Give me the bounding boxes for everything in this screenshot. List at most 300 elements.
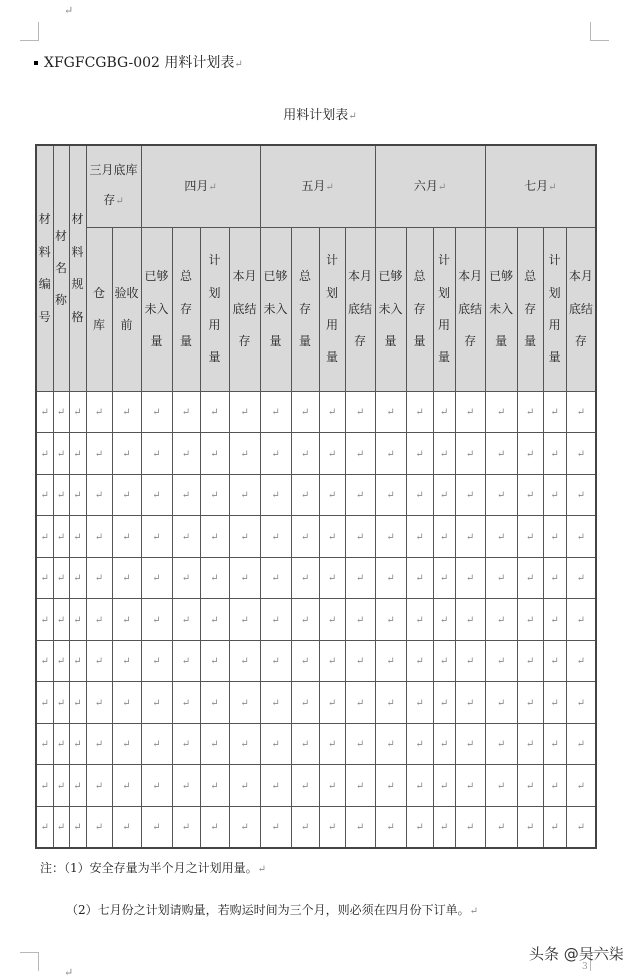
header-march-warehouse[interactable] [86, 227, 112, 391]
cell-mark: ↵ [94, 448, 104, 460]
table-cell[interactable] [86, 557, 112, 599]
table-cell[interactable] [517, 474, 543, 516]
table-cell[interactable] [566, 474, 596, 516]
cell-mark: ↵ [300, 656, 310, 667]
header-month-5[interactable] [260, 145, 375, 227]
table-cell[interactable] [543, 599, 566, 641]
table-cell[interactable] [543, 474, 566, 516]
table-cell[interactable] [172, 433, 200, 475]
cell-mark: ↵ [152, 821, 161, 833]
table-cell[interactable] [36, 640, 53, 682]
table-cell[interactable] [53, 640, 69, 682]
table-cell[interactable] [200, 391, 229, 433]
table-cell[interactable] [260, 640, 291, 682]
table-cell[interactable] [86, 599, 112, 641]
table-cell[interactable] [291, 806, 319, 848]
table-cell[interactable] [291, 599, 319, 641]
table-cell[interactable] [141, 640, 172, 682]
table-cell[interactable] [485, 516, 517, 558]
table-cell[interactable] [566, 806, 596, 848]
header-line-line: 底结 [348, 301, 373, 316]
table-cell[interactable] [260, 599, 291, 641]
table-cell[interactable] [517, 433, 543, 475]
cell-mark: ↵ [271, 490, 280, 501]
table-cell[interactable] [229, 516, 260, 558]
table-cell[interactable] [112, 640, 141, 682]
table-cell[interactable] [517, 640, 543, 682]
table-cell[interactable] [345, 682, 375, 724]
table-cell[interactable] [543, 557, 566, 599]
table-cell[interactable] [86, 391, 112, 433]
cell-mark: ↵ [439, 739, 449, 750]
table-cell[interactable] [291, 640, 319, 682]
table-cell[interactable] [319, 723, 345, 765]
table-cell[interactable] [543, 516, 566, 558]
table-cell[interactable] [375, 433, 406, 475]
table-cell[interactable] [260, 806, 291, 848]
table-cell[interactable] [69, 474, 86, 516]
table-cell[interactable] [543, 806, 566, 848]
table-cell[interactable] [319, 557, 345, 599]
table-cell[interactable] [112, 516, 141, 558]
table-cell[interactable] [543, 723, 566, 765]
table-cell[interactable] [172, 682, 200, 724]
table-cell[interactable] [141, 391, 172, 433]
header-month-6-ordered-not-received[interactable] [375, 227, 406, 391]
table-cell[interactable] [375, 557, 406, 599]
table-cell[interactable] [406, 516, 433, 558]
header-month-5-month-end-stock[interactable] [345, 227, 375, 391]
table-cell[interactable] [53, 516, 69, 558]
cell-mark: ↵ [465, 573, 475, 584]
table-cell[interactable] [53, 723, 69, 765]
table-cell[interactable] [112, 557, 141, 599]
table-cell[interactable] [260, 516, 291, 558]
page-number: 3 [582, 962, 588, 972]
table-cell[interactable] [229, 557, 260, 599]
table-cell[interactable] [291, 557, 319, 599]
table-cell[interactable] [172, 640, 200, 682]
header-month-5-total-stock[interactable] [291, 227, 319, 391]
table-cell[interactable] [69, 765, 86, 807]
table-cell[interactable] [86, 723, 112, 765]
header-month-4-month-end-stock[interactable] [229, 227, 260, 391]
table-row [36, 806, 596, 848]
table-cell[interactable] [53, 599, 69, 641]
table-cell[interactable] [345, 557, 375, 599]
header-line-line: 量 [269, 334, 282, 349]
table-cell[interactable] [455, 391, 485, 433]
table-cell[interactable] [345, 723, 375, 765]
table-cell[interactable] [36, 806, 53, 848]
table-cell[interactable] [455, 640, 485, 682]
table-cell[interactable] [455, 433, 485, 475]
table-cell[interactable] [200, 433, 229, 475]
header-month-4-planned-usage[interactable] [200, 227, 229, 391]
table-cell[interactable] [517, 723, 543, 765]
table-cell[interactable] [86, 474, 112, 516]
table-cell[interactable] [229, 682, 260, 724]
table-cell[interactable] [229, 723, 260, 765]
table-cell[interactable] [485, 474, 517, 516]
table-cell[interactable] [319, 682, 345, 724]
table-cell[interactable] [566, 599, 596, 641]
cell-mark: ↵ [40, 448, 49, 460]
header-material-spec[interactable] [69, 145, 86, 391]
cell-mark: ↵ [300, 573, 310, 584]
header-month-7[interactable] [485, 145, 596, 227]
table-cell[interactable] [200, 640, 229, 682]
cell-mark: ↵ [327, 531, 337, 543]
table-cell[interactable] [433, 391, 455, 433]
table-cell[interactable] [86, 640, 112, 682]
table-cell[interactable] [455, 806, 485, 848]
table-cell[interactable] [229, 599, 260, 641]
table-cell[interactable] [112, 474, 141, 516]
table-cell[interactable] [172, 474, 200, 516]
table-cell[interactable] [69, 723, 86, 765]
table-cell[interactable] [36, 765, 53, 807]
table-cell[interactable] [566, 765, 596, 807]
header-month-6-planned-usage[interactable] [433, 227, 455, 391]
header-line-line: 计 [208, 253, 221, 268]
table-cell[interactable] [200, 765, 229, 807]
table-cell[interactable] [69, 516, 86, 558]
table-cell[interactable] [543, 433, 566, 475]
header-month-7-total-stock[interactable] [517, 227, 543, 391]
table-cell[interactable] [406, 806, 433, 848]
table-cell[interactable] [566, 640, 596, 682]
table-cell[interactable] [112, 723, 141, 765]
header-line-line: 划 [208, 285, 221, 300]
table-cell[interactable] [517, 557, 543, 599]
table-cell[interactable] [406, 640, 433, 682]
table-cell[interactable] [485, 682, 517, 724]
table-cell[interactable] [112, 599, 141, 641]
header-month-7-planned-usage[interactable] [543, 227, 566, 391]
table-cell[interactable] [406, 599, 433, 641]
table-cell[interactable] [229, 474, 260, 516]
table-cell[interactable] [200, 557, 229, 599]
cell-mark: ↵ [386, 490, 395, 501]
table-cell[interactable] [53, 557, 69, 599]
table-cell[interactable] [543, 391, 566, 433]
table-cell[interactable] [406, 433, 433, 475]
table-cell[interactable] [69, 640, 86, 682]
table-row [36, 516, 596, 558]
table-cell[interactable] [172, 599, 200, 641]
cell-mark: ↵ [465, 448, 475, 460]
table-cell[interactable] [375, 391, 406, 433]
table-cell[interactable] [36, 516, 53, 558]
table-cell[interactable] [566, 723, 596, 765]
table-cell[interactable] [485, 723, 517, 765]
cell-mark: ↵ [415, 739, 424, 750]
table-cell[interactable] [455, 474, 485, 516]
header-month-5-ordered-not-received[interactable] [260, 227, 291, 391]
table-cell[interactable] [86, 765, 112, 807]
cell-mark: ↵ [300, 739, 310, 750]
header-month-6-month-end-stock[interactable] [455, 227, 485, 391]
table-cell[interactable] [260, 474, 291, 516]
table-cell[interactable] [433, 806, 455, 848]
table-cell[interactable] [86, 516, 112, 558]
table-cell[interactable] [260, 557, 291, 599]
table-cell[interactable] [517, 599, 543, 641]
notes[interactable] [40, 858, 478, 922]
cell-mark: ↵ [73, 490, 82, 501]
table-cell[interactable] [141, 599, 172, 641]
table-cell[interactable] [229, 391, 260, 433]
table-cell[interactable] [485, 391, 517, 433]
table-cell[interactable] [86, 806, 112, 848]
table-cell[interactable] [566, 516, 596, 558]
table-cell[interactable] [141, 557, 172, 599]
table-cell[interactable] [485, 599, 517, 641]
table-row [36, 640, 596, 682]
table-row [36, 765, 596, 807]
table-cell[interactable] [86, 682, 112, 724]
cell-mark: ↵ [152, 739, 161, 750]
table-cell[interactable] [36, 433, 53, 475]
table-cell[interactable] [406, 765, 433, 807]
table-cell[interactable] [375, 682, 406, 724]
margin-corner-bottom-left [20, 952, 39, 971]
header-month-6[interactable] [375, 145, 485, 227]
table-cell[interactable] [345, 640, 375, 682]
cell-mark: ↵ [550, 531, 559, 543]
table-cell[interactable] [345, 474, 375, 516]
table-cell[interactable] [112, 682, 141, 724]
table-cell[interactable] [345, 433, 375, 475]
header-month-6-total-stock[interactable] [406, 227, 433, 391]
table-cell[interactable] [375, 516, 406, 558]
document-heading[interactable] [34, 52, 243, 72]
table-cell[interactable] [319, 474, 345, 516]
cell-mark: ↵ [415, 821, 424, 833]
table-cell[interactable] [53, 391, 69, 433]
table-cell[interactable] [53, 433, 69, 475]
table-cell[interactable] [375, 765, 406, 807]
table-cell[interactable] [112, 765, 141, 807]
table-cell[interactable] [53, 474, 69, 516]
table-cell[interactable] [433, 516, 455, 558]
table-cell[interactable] [375, 474, 406, 516]
table-cell[interactable] [319, 765, 345, 807]
table-cell[interactable] [433, 640, 455, 682]
header-material-code[interactable] [36, 145, 53, 391]
table-cell[interactable] [200, 516, 229, 558]
table-cell[interactable] [345, 516, 375, 558]
cell-mark: ↵ [240, 531, 249, 543]
table-cell[interactable] [455, 557, 485, 599]
table-cell[interactable] [517, 516, 543, 558]
header-march-stock[interactable] [86, 145, 141, 227]
table-cell[interactable] [86, 433, 112, 475]
table-cell[interactable] [53, 682, 69, 724]
table-cell[interactable] [260, 682, 291, 724]
cell-mark: ↵ [550, 614, 559, 626]
table-cell[interactable] [433, 433, 455, 475]
table-cell[interactable] [112, 391, 141, 433]
table-cell[interactable] [112, 806, 141, 848]
table-cell[interactable] [141, 516, 172, 558]
table-cell[interactable] [455, 765, 485, 807]
table-cell[interactable] [406, 474, 433, 516]
table-cell[interactable] [433, 723, 455, 765]
table-cell[interactable] [543, 682, 566, 724]
table-cell[interactable] [291, 474, 319, 516]
table-cell[interactable] [517, 765, 543, 807]
table-cell[interactable] [229, 765, 260, 807]
table-cell[interactable] [485, 557, 517, 599]
table-cell[interactable] [406, 723, 433, 765]
table-cell[interactable] [455, 723, 485, 765]
header-month-7-month-end-stock[interactable] [566, 227, 596, 391]
table-cell[interactable] [229, 640, 260, 682]
cell-mark: ↵ [415, 407, 424, 418]
table-cell[interactable] [543, 765, 566, 807]
table-cell[interactable] [69, 391, 86, 433]
table-cell[interactable] [141, 682, 172, 724]
table-cell[interactable] [172, 723, 200, 765]
table-cell[interactable] [260, 433, 291, 475]
table-cell[interactable] [543, 640, 566, 682]
header-march-pre-inspection[interactable] [112, 227, 141, 391]
table-cell[interactable] [53, 806, 69, 848]
table-cell[interactable] [260, 391, 291, 433]
table-cell[interactable] [319, 640, 345, 682]
table-cell[interactable] [375, 640, 406, 682]
table-cell[interactable] [566, 557, 596, 599]
table-cell[interactable] [36, 599, 53, 641]
cell-mark: ↵ [300, 697, 310, 709]
table-cell[interactable] [69, 682, 86, 724]
table-cell[interactable] [345, 765, 375, 807]
table-cell[interactable] [260, 723, 291, 765]
table-cell[interactable] [517, 682, 543, 724]
table-cell[interactable] [141, 474, 172, 516]
table-cell[interactable] [200, 599, 229, 641]
header-char-line: 称 [54, 293, 67, 308]
table-cell[interactable] [200, 474, 229, 516]
table-cell[interactable] [375, 723, 406, 765]
table-cell[interactable] [36, 682, 53, 724]
table-cell[interactable] [172, 765, 200, 807]
table-cell[interactable] [141, 765, 172, 807]
table-cell[interactable] [141, 723, 172, 765]
table-cell[interactable] [291, 391, 319, 433]
table-cell[interactable] [406, 557, 433, 599]
header-month-4-total-stock[interactable] [172, 227, 200, 391]
table-cell[interactable] [455, 682, 485, 724]
table-cell[interactable] [69, 557, 86, 599]
header-month-7-ordered-not-received[interactable] [485, 227, 517, 391]
table-cell[interactable] [69, 806, 86, 848]
table-caption[interactable] [0, 104, 640, 123]
table-cell[interactable] [375, 806, 406, 848]
header-material-name[interactable] [53, 145, 69, 391]
table-cell[interactable] [36, 723, 53, 765]
header-month-4-ordered-not-received[interactable] [141, 227, 172, 391]
table-cell[interactable] [485, 433, 517, 475]
table-cell[interactable] [172, 516, 200, 558]
header-line-line: 量 [413, 334, 426, 349]
table-cell[interactable] [319, 806, 345, 848]
table-cell[interactable] [433, 557, 455, 599]
table-cell[interactable] [566, 433, 596, 475]
table-cell[interactable] [433, 765, 455, 807]
table-cell[interactable] [375, 599, 406, 641]
table-cell[interactable] [200, 806, 229, 848]
paragraph-mark: ↵ [348, 111, 357, 122]
cell-mark: ↵ [496, 739, 506, 750]
table-cell[interactable] [319, 516, 345, 558]
table-cell[interactable] [406, 391, 433, 433]
table-cell[interactable] [36, 474, 53, 516]
table-cell[interactable] [291, 723, 319, 765]
table-cell[interactable] [433, 474, 455, 516]
table-cell[interactable] [319, 433, 345, 475]
table-cell[interactable] [291, 433, 319, 475]
cell-mark: ↵ [94, 614, 104, 626]
cell-mark: ↵ [56, 573, 66, 584]
table-cell[interactable] [319, 391, 345, 433]
table-cell[interactable] [433, 599, 455, 641]
table-cell[interactable] [69, 599, 86, 641]
table-cell[interactable] [172, 391, 200, 433]
header-month-5-planned-usage[interactable] [319, 227, 345, 391]
table-cell[interactable] [433, 682, 455, 724]
table-cell[interactable] [566, 682, 596, 724]
table-cell[interactable] [172, 557, 200, 599]
table-cell[interactable] [200, 723, 229, 765]
table-cell[interactable] [455, 599, 485, 641]
table-cell[interactable] [291, 516, 319, 558]
table-cell[interactable] [485, 765, 517, 807]
table-cell[interactable] [485, 806, 517, 848]
table-cell[interactable] [229, 433, 260, 475]
table-cell[interactable] [345, 599, 375, 641]
cell-mark: ↵ [210, 490, 219, 501]
table-cell[interactable] [291, 765, 319, 807]
table-cell[interactable] [485, 640, 517, 682]
table-cell[interactable] [345, 806, 375, 848]
table-cell[interactable] [36, 391, 53, 433]
table-cell[interactable] [172, 806, 200, 848]
table-cell[interactable] [319, 599, 345, 641]
cell-mark: ↵ [439, 531, 449, 543]
table-cell[interactable] [260, 765, 291, 807]
table-cell[interactable] [229, 806, 260, 848]
table-cell[interactable] [112, 433, 141, 475]
table-cell[interactable] [566, 391, 596, 433]
table-cell[interactable] [517, 806, 543, 848]
table-cell[interactable] [406, 682, 433, 724]
header-month-4[interactable] [141, 145, 260, 227]
header-line-line: 总 [179, 269, 192, 284]
table-cell[interactable] [141, 433, 172, 475]
table-cell[interactable] [69, 433, 86, 475]
table-cell[interactable] [455, 516, 485, 558]
table-cell[interactable] [53, 765, 69, 807]
table-cell[interactable] [291, 682, 319, 724]
table-cell[interactable] [36, 557, 53, 599]
table-cell[interactable] [200, 682, 229, 724]
table-cell[interactable] [141, 806, 172, 848]
table-cell[interactable] [345, 391, 375, 433]
table-cell[interactable] [517, 391, 543, 433]
